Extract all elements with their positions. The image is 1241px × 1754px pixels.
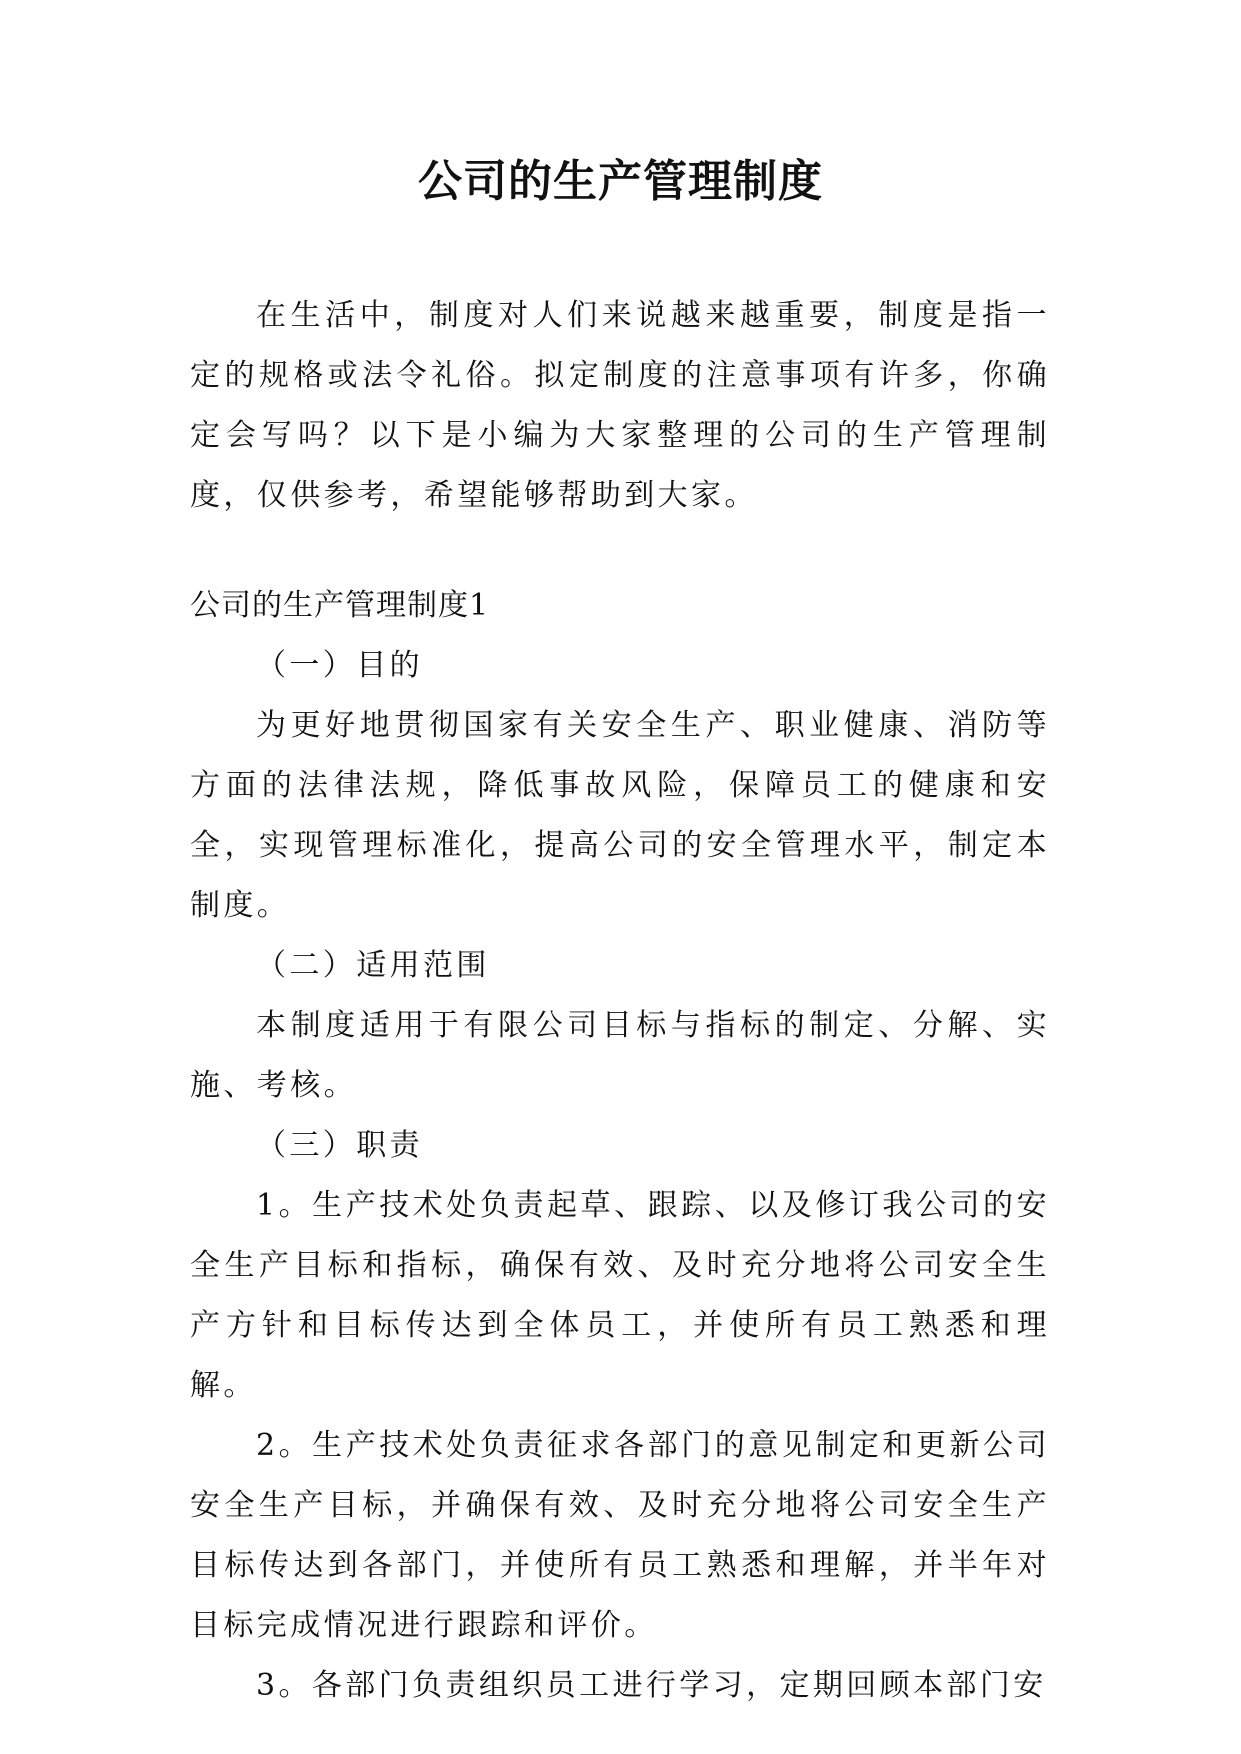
scope-paragraph: 本制度适用于有限公司目标与指标的制定、分解、实施、考核。	[190, 1008, 1050, 1103]
duty-item-2: 2。生产技术处负责征求各部门的意见制定和更新公司安全生产目标，并确保有效、及时充分地将公司安全生产目标传达到各部门，并使所有员工熟悉和理解，并半年对目标完成情况进行跟踪和评价。	[190, 1428, 1050, 1643]
subheading-duties: （三）职责	[256, 1128, 423, 1163]
intro-paragraph: 在生活中，制度对人们来说越来越重要，制度是指一定的规格或法令礼俗。拟定制度的注意事项有许多，你确定会写吗？以下是小编为大家整理的公司的生产管理制度，仅供参考，希望能够帮助到大家。	[190, 298, 1050, 513]
duty-item-3: 3。各部门负责组织员工进行学习，定期回顾本部门安	[256, 1668, 1047, 1703]
duty-item-1: 1。生产技术处负责起草、跟踪、以及修订我公司的安全生产目标和指标，确保有效、及时充分地将公司安全生产方针和目标传达到全体员工，并使所有员工熟悉和理解。	[190, 1188, 1050, 1403]
document-body	[190, 286, 1050, 1716]
purpose-paragraph: 为更好地贯彻国家有关安全生产、职业健康、消防等方面的法律法规，降低事故风险，保障员工的健康和安全，实现管理标准化，提高公司的安全管理水平，制定本制度。	[190, 708, 1050, 923]
subheading-scope: （二）适用范围	[256, 948, 490, 983]
subheading-purpose: （一）目的	[256, 648, 423, 683]
document-title: 公司的生产管理制度	[418, 156, 823, 207]
section-heading: 公司的生产管理制度1	[190, 588, 490, 623]
